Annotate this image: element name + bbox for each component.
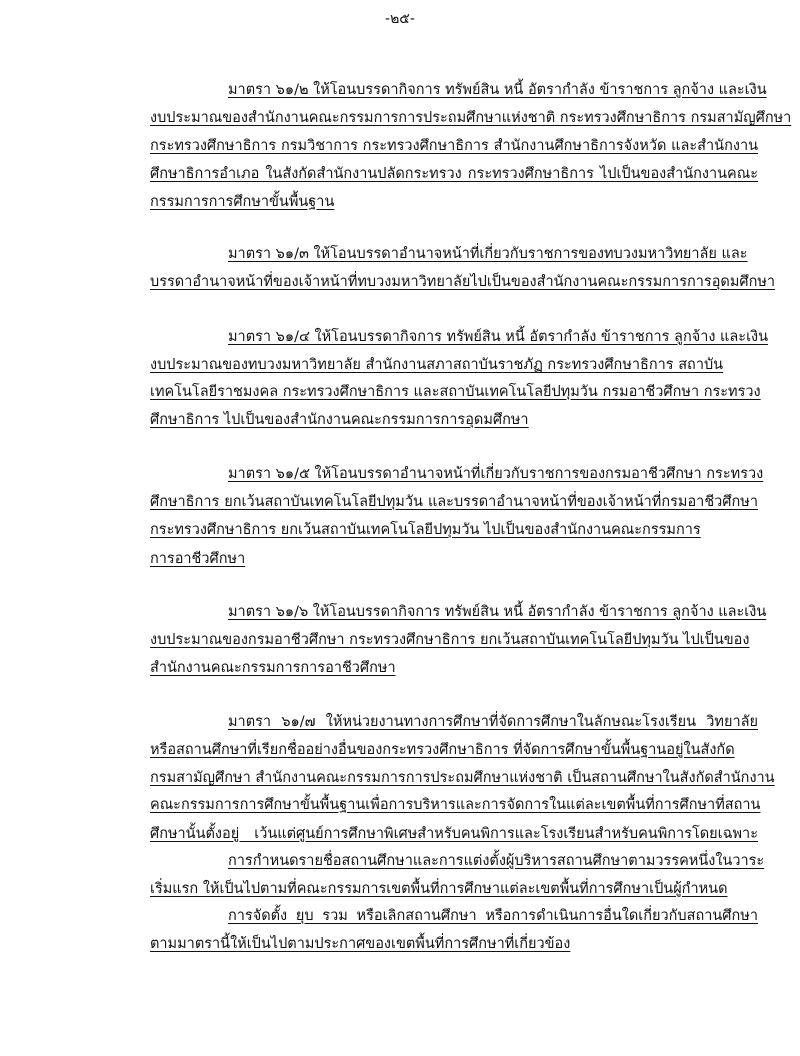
text-line: ศึกษาธิการอำเภอ ในสังกัดสำนักงานปลัดกระทรวง กระทรวงศึกษาธิการ ไปเป็นของสำนักงานคณะ bbox=[150, 166, 758, 182]
text-line: ศึกษาธิการ ยกเว้นสถาบันเทคโนโลยีปทุมวัน และบรรดาอำนาจหน้าที่ของเจ้าหน้าที่กรมอาชีวศึกษา bbox=[150, 494, 758, 510]
text-line: งบประมาณของกรมอาชีวศึกษา กระทรวงศึกษาธิการ ยกเว้นสถาบันเทคโนโลยีปทุมวัน ไปเป็นของ bbox=[150, 632, 750, 648]
text-line: ศึกษานั้นตั้งอยู่ เว้นแต่ศูนย์การศึกษาพิเศษสำหรับคนพิการและโรงเรียนสำหรับคนพิการโดยเฉพาะ bbox=[150, 826, 758, 842]
text-line: การอาชีวศึกษา bbox=[150, 551, 246, 567]
text-line: การจัดตั้ง ยุบ รวม หรือเลิกสถานศึกษา หรือการดำเนินการอื่นใดเกี่ยวกับสถานศึกษา bbox=[228, 908, 758, 924]
text-line: มาตรา ๖๑/๓ ให้โอนบรรดาอำนาจหน้าที่เกี่ยวกับราชการของทบวงมหาวิทยาลัย และ bbox=[228, 246, 748, 262]
text-line: มาตรา ๖๑/๔ ให้โอนบรรดากิจการ ทรัพย์สิน หนี้ อัตรากำลัง ข้าราชการ ลูกจ้าง และเงิน bbox=[228, 329, 769, 345]
text-line: เริ่มแรก ให้เป็นไปตามที่คณะกรรมการเขตพื้นที่การศึกษาแต่ละเขตพื้นที่การศึกษาเป็นผู้กำหนด bbox=[150, 881, 728, 897]
text-line: คณะกรรมการการศึกษาขั้นพื้นฐานเพื่อการบริหารและการจัดการในแต่ละเขตพื้นที่การศึกษาที่สถาน bbox=[150, 797, 761, 813]
text-line: ตามมาตรานี้ให้เป็นไปตามประกาศของเขตพื้นที่การศึกษาที่เกี่ยวข้อง bbox=[150, 936, 571, 952]
text-line: กรมสามัญศึกษา สำนักงานคณะกรรมการการประถมศึกษาแห่งชาติ เป็นสถานศึกษาในสังกัดสำนักงาน bbox=[150, 770, 775, 786]
text-line: บรรดาอำนาจหน้าที่ของเจ้าหน้าที่ทบวงมหาวิทยาลัยไปเป็นของสำนักงานคณะกรรมการการอุดมศึกษา bbox=[150, 274, 776, 290]
text-line: มาตรา ๖๑/๗ ให้หน่วยงานทางการศึกษาที่จัดการศึกษาในลักษณะโรงเรียน วิทยาลัย bbox=[228, 714, 758, 730]
text-line: มาตรา ๖๑/๖ ให้โอนบรรดากิจการ ทรัพย์สิน หนี้ อัตรากำลัง ข้าราชการ ลูกจ้าง และเงิน bbox=[228, 604, 767, 620]
text-line: กระทรวงศึกษาธิการ ยกเว้นสถาบันเทคโนโลยีปทุมวัน ไปเป็นของสำนักงานคณะกรรมการ bbox=[150, 522, 701, 538]
text-line: กรรมการการศึกษาขั้นพื้นฐาน bbox=[150, 194, 335, 210]
text-line: มาตรา ๖๑/๕ ให้โอนบรรดาอำนาจหน้าที่เกี่ยวกับราชการของกรมอาชีวศึกษา กระทรวง bbox=[228, 466, 764, 482]
text-line: สำนักงานคณะกรรมการการอาชีวศึกษา bbox=[150, 660, 396, 676]
text-line: มาตรา ๖๑/๒ ให้โอนบรรดากิจการ ทรัพย์สิน หนี้ อัตรากำลัง ข้าราชการ ลูกจ้าง และเงิน bbox=[228, 82, 767, 98]
text-line: งบประมาณของสำนักงานคณะกรรมการการประถมศึกษาแห่งชาติ กระทรวงศึกษาธิการ กรมสามัญศึกษา bbox=[150, 110, 792, 126]
page-number: -๒๕- bbox=[385, 11, 415, 27]
text-line: หรือสถานศึกษาที่เรียกชื่ออย่างอื่นของกระทรวงศึกษาธิการ ที่จัดการศึกษาขั้นพื้นฐานอยู่ในสังกัด bbox=[150, 742, 735, 758]
text-line: การกำหนดรายชื่อสถานศึกษาและการแต่งตั้งผู้บริหารสถานศึกษาตามวรรคหนึ่งในวาระ bbox=[228, 853, 765, 869]
text-line: ศึกษาธิการ ไปเป็นของสำนักงานคณะกรรมการการอุดมศึกษา bbox=[150, 412, 529, 428]
text-line: เทคโนโลยีราชมงคล กระทรวงศึกษาธิการ และสถาบันเทคโนโลยีปทุมวัน กรมอาชีวศึกษา กระทรวง bbox=[150, 384, 761, 400]
text-line: งบประมาณของทบวงมหาวิทยาลัย สำนักงานสภาสถาบันราชภัฏ กระทรวงศึกษาธิการ สถาบัน bbox=[150, 357, 724, 373]
text-line: กระทรวงศึกษาธิการ กรมวิชาการ กระทรวงศึกษาธิการ สำนักงานศึกษาธิการจังหวัด และสำนักงาน bbox=[150, 138, 758, 154]
